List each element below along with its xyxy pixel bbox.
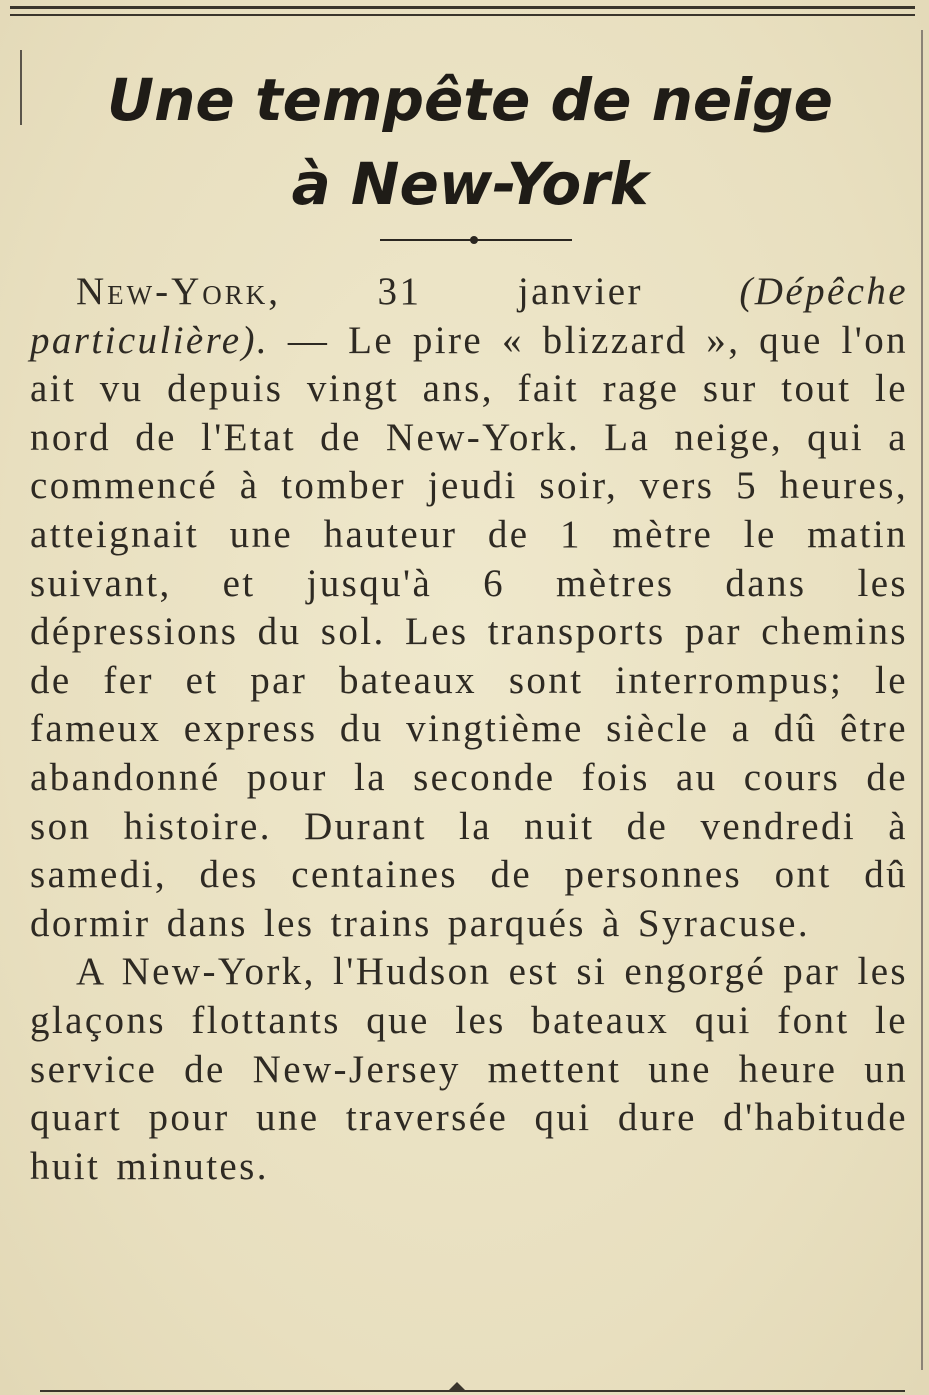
paragraph-2: A New-York, l'Hudson est si engorgé par les glaçons flottants que les bateaux qui font le service de New-Jersey mettent une heure un quart pour une traversée qui dure d'habitude huit minutes. [30, 950, 908, 1188]
paragraph-1 [30, 268, 908, 948]
dateline-place: New-York, [76, 270, 282, 313]
headline-line-2: à New-York [291, 150, 649, 218]
dateline-date: 31 janvier [281, 270, 740, 313]
bottom-ornament [448, 1382, 466, 1391]
headline [30, 58, 910, 226]
top-rule-secondary [10, 14, 915, 16]
column-divider-right [921, 30, 923, 1370]
article-body [30, 268, 908, 1191]
ornament-divider [380, 236, 572, 244]
bottom-rule [40, 1390, 905, 1392]
paragraph-1-text: — Le pire « blizzard », que l'on ait vu depuis vingt ans, fait rage sur tout le nord de l'Etat de New-York. La neige, qui a commencé à tomber jeudi soir, vers 5 heures, atteignait une hauteur de 1 mètre le matin suivant, et jusqu'à 6 mètres dans les dépressions du sol. Les transports par chemins de fer et par bateaux sont interrompus; le fameux express du vingtième siècle a dû être abandonné pour la seconde fois au cours de son histoire. Durant la nuit de vendredi à samedi, des centaines de personnes ont dû dormir dans les trains parqués à Syracuse. [30, 318, 908, 945]
dateline-source: (Dépêche particulière). [30, 270, 908, 362]
headline-line-1: Une tempête de neige [107, 66, 833, 134]
top-rule [10, 6, 915, 9]
column-divider-left [20, 50, 22, 125]
